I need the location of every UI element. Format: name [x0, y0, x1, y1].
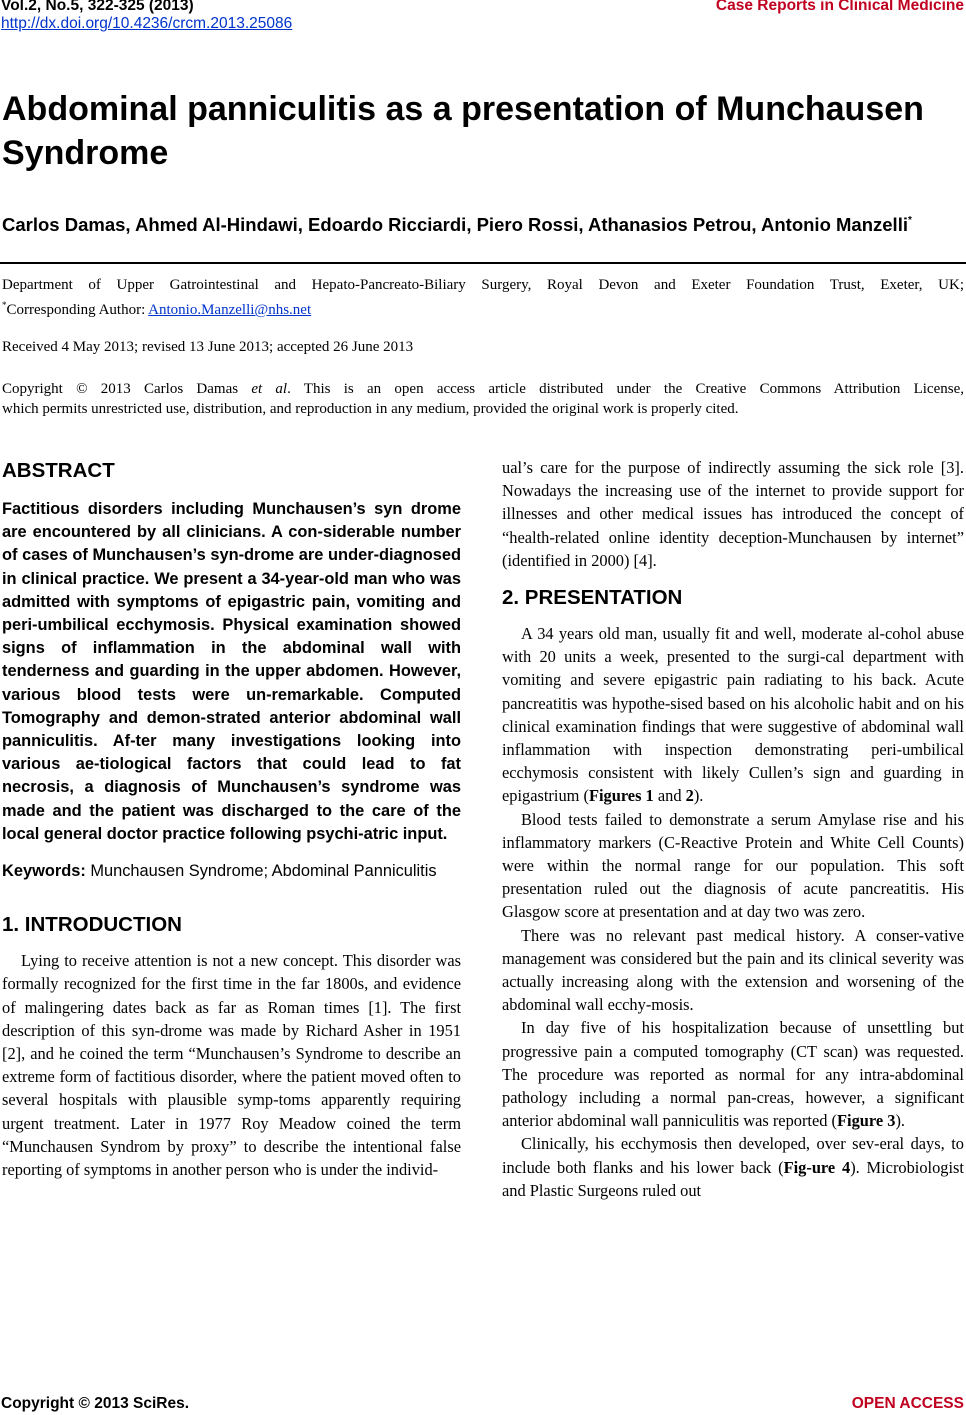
introduction-continuation: [502, 456, 964, 572]
article-title: Abdominal panniculitis as a presentation of Munchausen Syndrome: [2, 90, 924, 172]
presentation-paragraph-3: There was no relevant past medical history. A conser-vative management was considered but the pain and its clinical severity was actually increasing along with the extension and worsening of the abdominal wall ecchy-mosis.: [502, 925, 964, 1015]
left-column: [2, 456, 461, 1181]
copyright-line-2: which permits unrestricted use, distribution, and reproduction in any medium, provided the original work is properly cited.: [2, 401, 739, 417]
p5-end: ). Microbiologist and Plastic Surgeons ruled out: [502, 1157, 964, 1200]
p1-text: A 34 years old man, usually fit and well, moderate al-cohol abuse with 20 units a week, presented to the surgi-cal department with vomiting and severe epigastric pain radiating to his back. Acute pancreatitis was hypothe-sised based on his alcoholic habit and on his clinical examination findings that were suggestive of abdominal wall inflammation with inspection demonstrating peri-umbilical ecchymosis consistent with likely Cullen’s sign and guarding in epigastrium (: [502, 624, 964, 806]
header-divider: [0, 262, 966, 264]
email-link[interactable]: Antonio.Manzelli@nhs.net: [148, 302, 312, 318]
figure-ref-3[interactable]: Figure 3: [837, 1111, 896, 1131]
p4-end: ).: [895, 1111, 905, 1131]
keywords-list: Munchausen Syndrome; Abdominal Panniculitis: [85, 862, 437, 881]
figure-ref-2[interactable]: 2: [685, 786, 694, 806]
copyright-prefix: Copyright © 2013 Carlos Damas: [2, 381, 252, 397]
corresponding-label: Corresponding Author:: [6, 302, 149, 318]
copyright-line-1: [2, 379, 964, 399]
received-dates: Received 4 May 2013; revised 13 June 2013; accepted 26 June 2013: [2, 339, 414, 355]
presentation-heading: 2. PRESENTATION: [502, 586, 683, 610]
journal-name: Case Reports in Clinical Medicine: [715, 0, 964, 14]
introduction-continuation-text: ual’s care for the purpose of indirectly assuming the sick role [3]. Nowadays the increasing use of the internet to provide support for illnesses and other medical issues has introduced the concept of “health-related online identity deception-Munchausen by internet” (identified in 2000) [4].: [502, 458, 964, 570]
corresponding-mark: *: [2, 300, 7, 310]
introduction-heading: 1. INTRODUCTION: [2, 913, 182, 937]
figure-ref-1[interactable]: Figures 1: [588, 786, 654, 806]
introduction-body: [2, 949, 461, 1181]
presentation-paragraph-4: [502, 1016, 964, 1132]
presentation-paragraph-1: [502, 622, 964, 808]
corresponding-author: [2, 295, 964, 320]
keywords-label: Keywords:: [2, 862, 86, 881]
presentation-body: [502, 622, 964, 1202]
author-names: Carlos Damas, Ahmed Al-Hindawi, Edoardo Ricciardi, Piero Rossi, Athanasios Petrou, Antonio Manzelli: [2, 214, 908, 235]
copyright-etal: et al: [251, 381, 288, 397]
p1-end: ).: [693, 786, 704, 806]
p4-text: In day five of his hospitalization because of unsettling but progressive pain a computed tomography (CT scan) was requested. The procedure was reported as normal for any intra-abdominal pathology including a normal pan-creas, however, a significant anterior abdominal wall panniculitis was reported (: [502, 1018, 964, 1131]
keywords: [2, 860, 461, 883]
right-column: [502, 456, 964, 1202]
doi-link[interactable]: http://dx.doi.org/10.4236/crcm.2013.25086: [1, 15, 293, 32]
introduction-paragraph: Lying to receive attention is not a new concept. This disorder was formally recognized for the first time in the far 1800s, and evidence of malingering dates back as far as Roman times [1]. The first description of this syn-drome was made by Richard Asher in 1951 [2], and he coined the term “Munchausen’s Syndrome to describe an extreme form of factitious disorder, where the patient moved often to several hospitals with plausible symp-toms apparently requiring urgent treatment. Later in 1977 Roy Meadow coined the term “Munchausen Syndrom by proxy” to describe the intentional false reporting of symptoms in another person who is under the individ-: [2, 951, 461, 1180]
presentation-paragraph-2: Blood tests failed to demonstrate a serum Amylase rise and his inflammatory markers (C-Reactive Protein and White Cell Counts) were within the normal range for our population. This soft presentation ruled out the diagnosis of acute pancreatitis. His Glasgow score at presentation and at day two was zero.: [502, 809, 964, 922]
copyright-notice: [2, 379, 964, 419]
presentation-paragraph-5: [502, 1132, 964, 1202]
p5-text: Clinically, his ecchymosis then developed, over sev-eral days, to include both flanks and his lower back (: [502, 1134, 964, 1177]
journal-volume: Vol.2, No.5, 322-325 (2013): [1, 0, 194, 14]
abstract-text: Factitious disorders including Munchausen’s syn drome are encountered by all clinicians. A con-siderable number of cases of Munchausen’s syn-drome are under-diagnosed in clinical practice. We present a 34-year-old man who was admitted with symptoms of epigastric pain, vomiting and peri-umbilical ecchymosis. Physical examination showed signs of inflammation in the abdominal wall with tenderness and guarding in the upper abdomen. However, various blood tests were un-remarkable. Computed Tomography and demon-strated anterior abdominal wall panniculitis. Af-ter many investigations looking into various ae-tiological factors that could lead to fat necrosis, a diagnosis of Munchausen’s syndrome was made and the patient was discharged to the care of the local general doctor practice following psychi-atric input.: [2, 500, 461, 843]
affiliation-text: Department of Upper Gatrointestinal and Hepato-Pancreato-Biliary Surgery, Royal Devon and Exeter Foundation Trust, Exeter, UK;: [2, 277, 964, 293]
figure-ref-4[interactable]: Fig-ure 4: [783, 1157, 851, 1177]
corresponding-author-mark: *: [907, 215, 912, 226]
author-list: [2, 209, 962, 237]
copyright-suffix: . This is an open access article distributed under the Creative Commons Attribution License,: [287, 381, 964, 397]
affiliation: [2, 275, 964, 320]
p1-and: and: [653, 786, 686, 806]
footer-copyright: Copyright © 2013 SciRes.: [1, 1395, 190, 1412]
open-access-label: OPEN ACCESS: [851, 1395, 964, 1412]
abstract-heading: ABSTRACT: [2, 459, 115, 482]
